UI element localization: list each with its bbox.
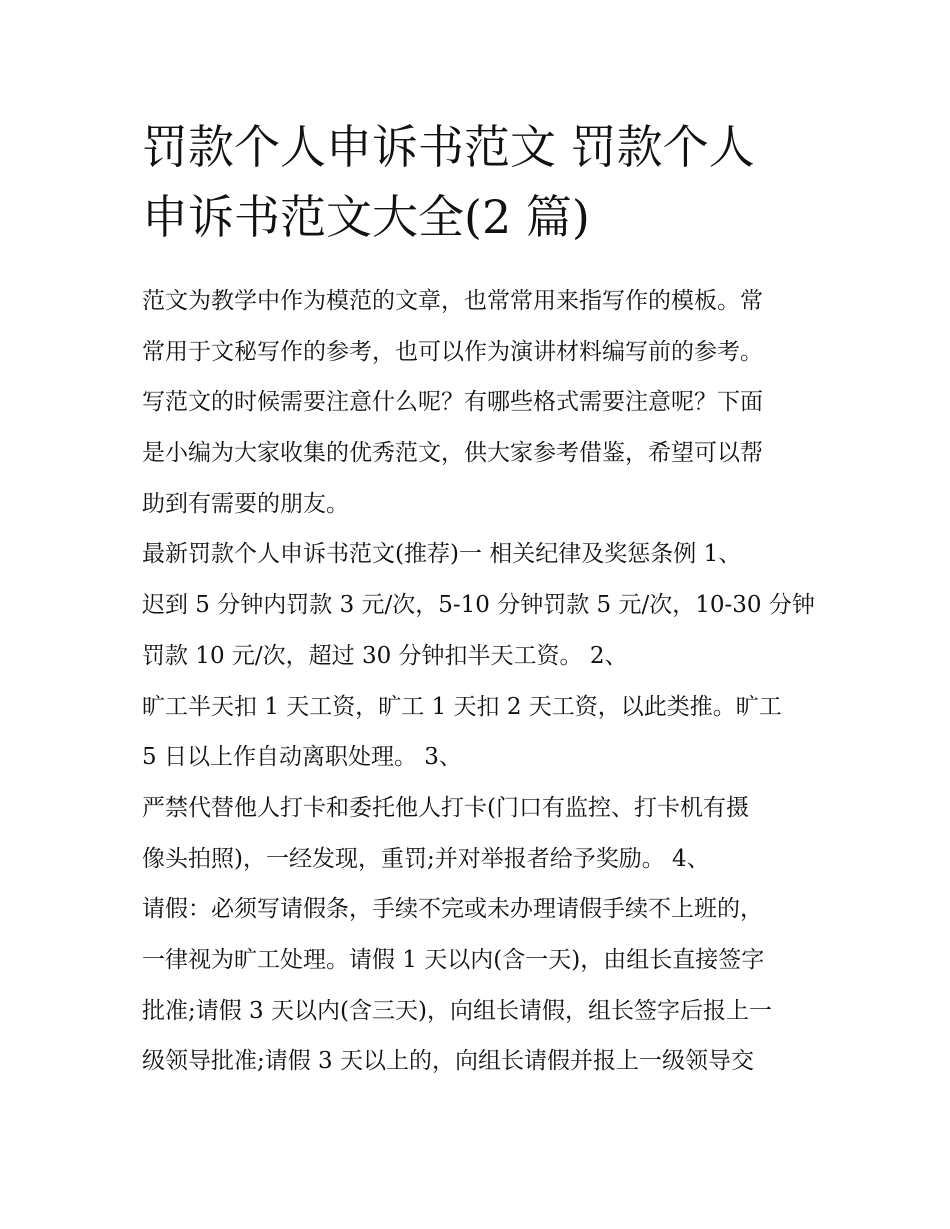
document-title bbox=[142, 112, 822, 252]
body-line: 写范文的时候需要注意什么呢？有哪些格式需要注意呢？下面 bbox=[142, 389, 763, 416]
title-line: 申诉书范文大全(2 篇) bbox=[142, 190, 590, 244]
body-line: 迟到 5 分钟内罚款 3 元/次，5-10 分钟罚款 5 元/次，10-30 分钟 bbox=[142, 592, 815, 619]
body-line: 5 日以上作自动离职处理。 3、 bbox=[142, 744, 462, 771]
body-line: 请假：必须写请假条，手续不完或未办理请假手续不上班的， bbox=[142, 896, 763, 923]
body-line: 常用于文秘写作的参考，也可以作为演讲材料编写前的参考。 bbox=[142, 338, 763, 365]
title-line: 罚款个人申诉书范文 罚款个人 bbox=[142, 120, 755, 174]
body-line: 像头拍照)，一经发现，重罚;并对举报者给予奖励。 4、 bbox=[142, 845, 710, 872]
document-body bbox=[142, 276, 822, 1087]
body-line: 批准;请假 3 天以内(含三天)，向组长请假，组长签字后报上一 bbox=[142, 997, 772, 1024]
body-line: 罚款 10 元/次，超过 30 分钟扣半天工资。 2、 bbox=[142, 642, 628, 669]
body-line: 严禁代替他人打卡和委托他人打卡(门口有监控、打卡机有摄 bbox=[142, 794, 749, 821]
body-line: 旷工半天扣 1 天工资，旷工 1 天扣 2 天工资，以此类推。旷工 bbox=[142, 693, 782, 720]
body-line: 助到有需要的朋友。 bbox=[142, 490, 349, 517]
body-line: 范文为教学中作为模范的文章，也常常用来指写作的模板。常 bbox=[142, 288, 763, 314]
body-line: 级领导批准;请假 3 天以上的，向组长请假并报上一级领导交 bbox=[142, 1048, 755, 1075]
body-line: 一律视为旷工处理。请假 1 天以内(含一天)，由组长直接签字 bbox=[142, 946, 765, 973]
body-line: 最新罚款个人申诉书范文(推荐)一 相关纪律及奖惩条例 1、 bbox=[142, 541, 742, 568]
body-line: 是小编为大家收集的优秀范文，供大家参考借鉴，希望可以帮 bbox=[142, 440, 763, 467]
